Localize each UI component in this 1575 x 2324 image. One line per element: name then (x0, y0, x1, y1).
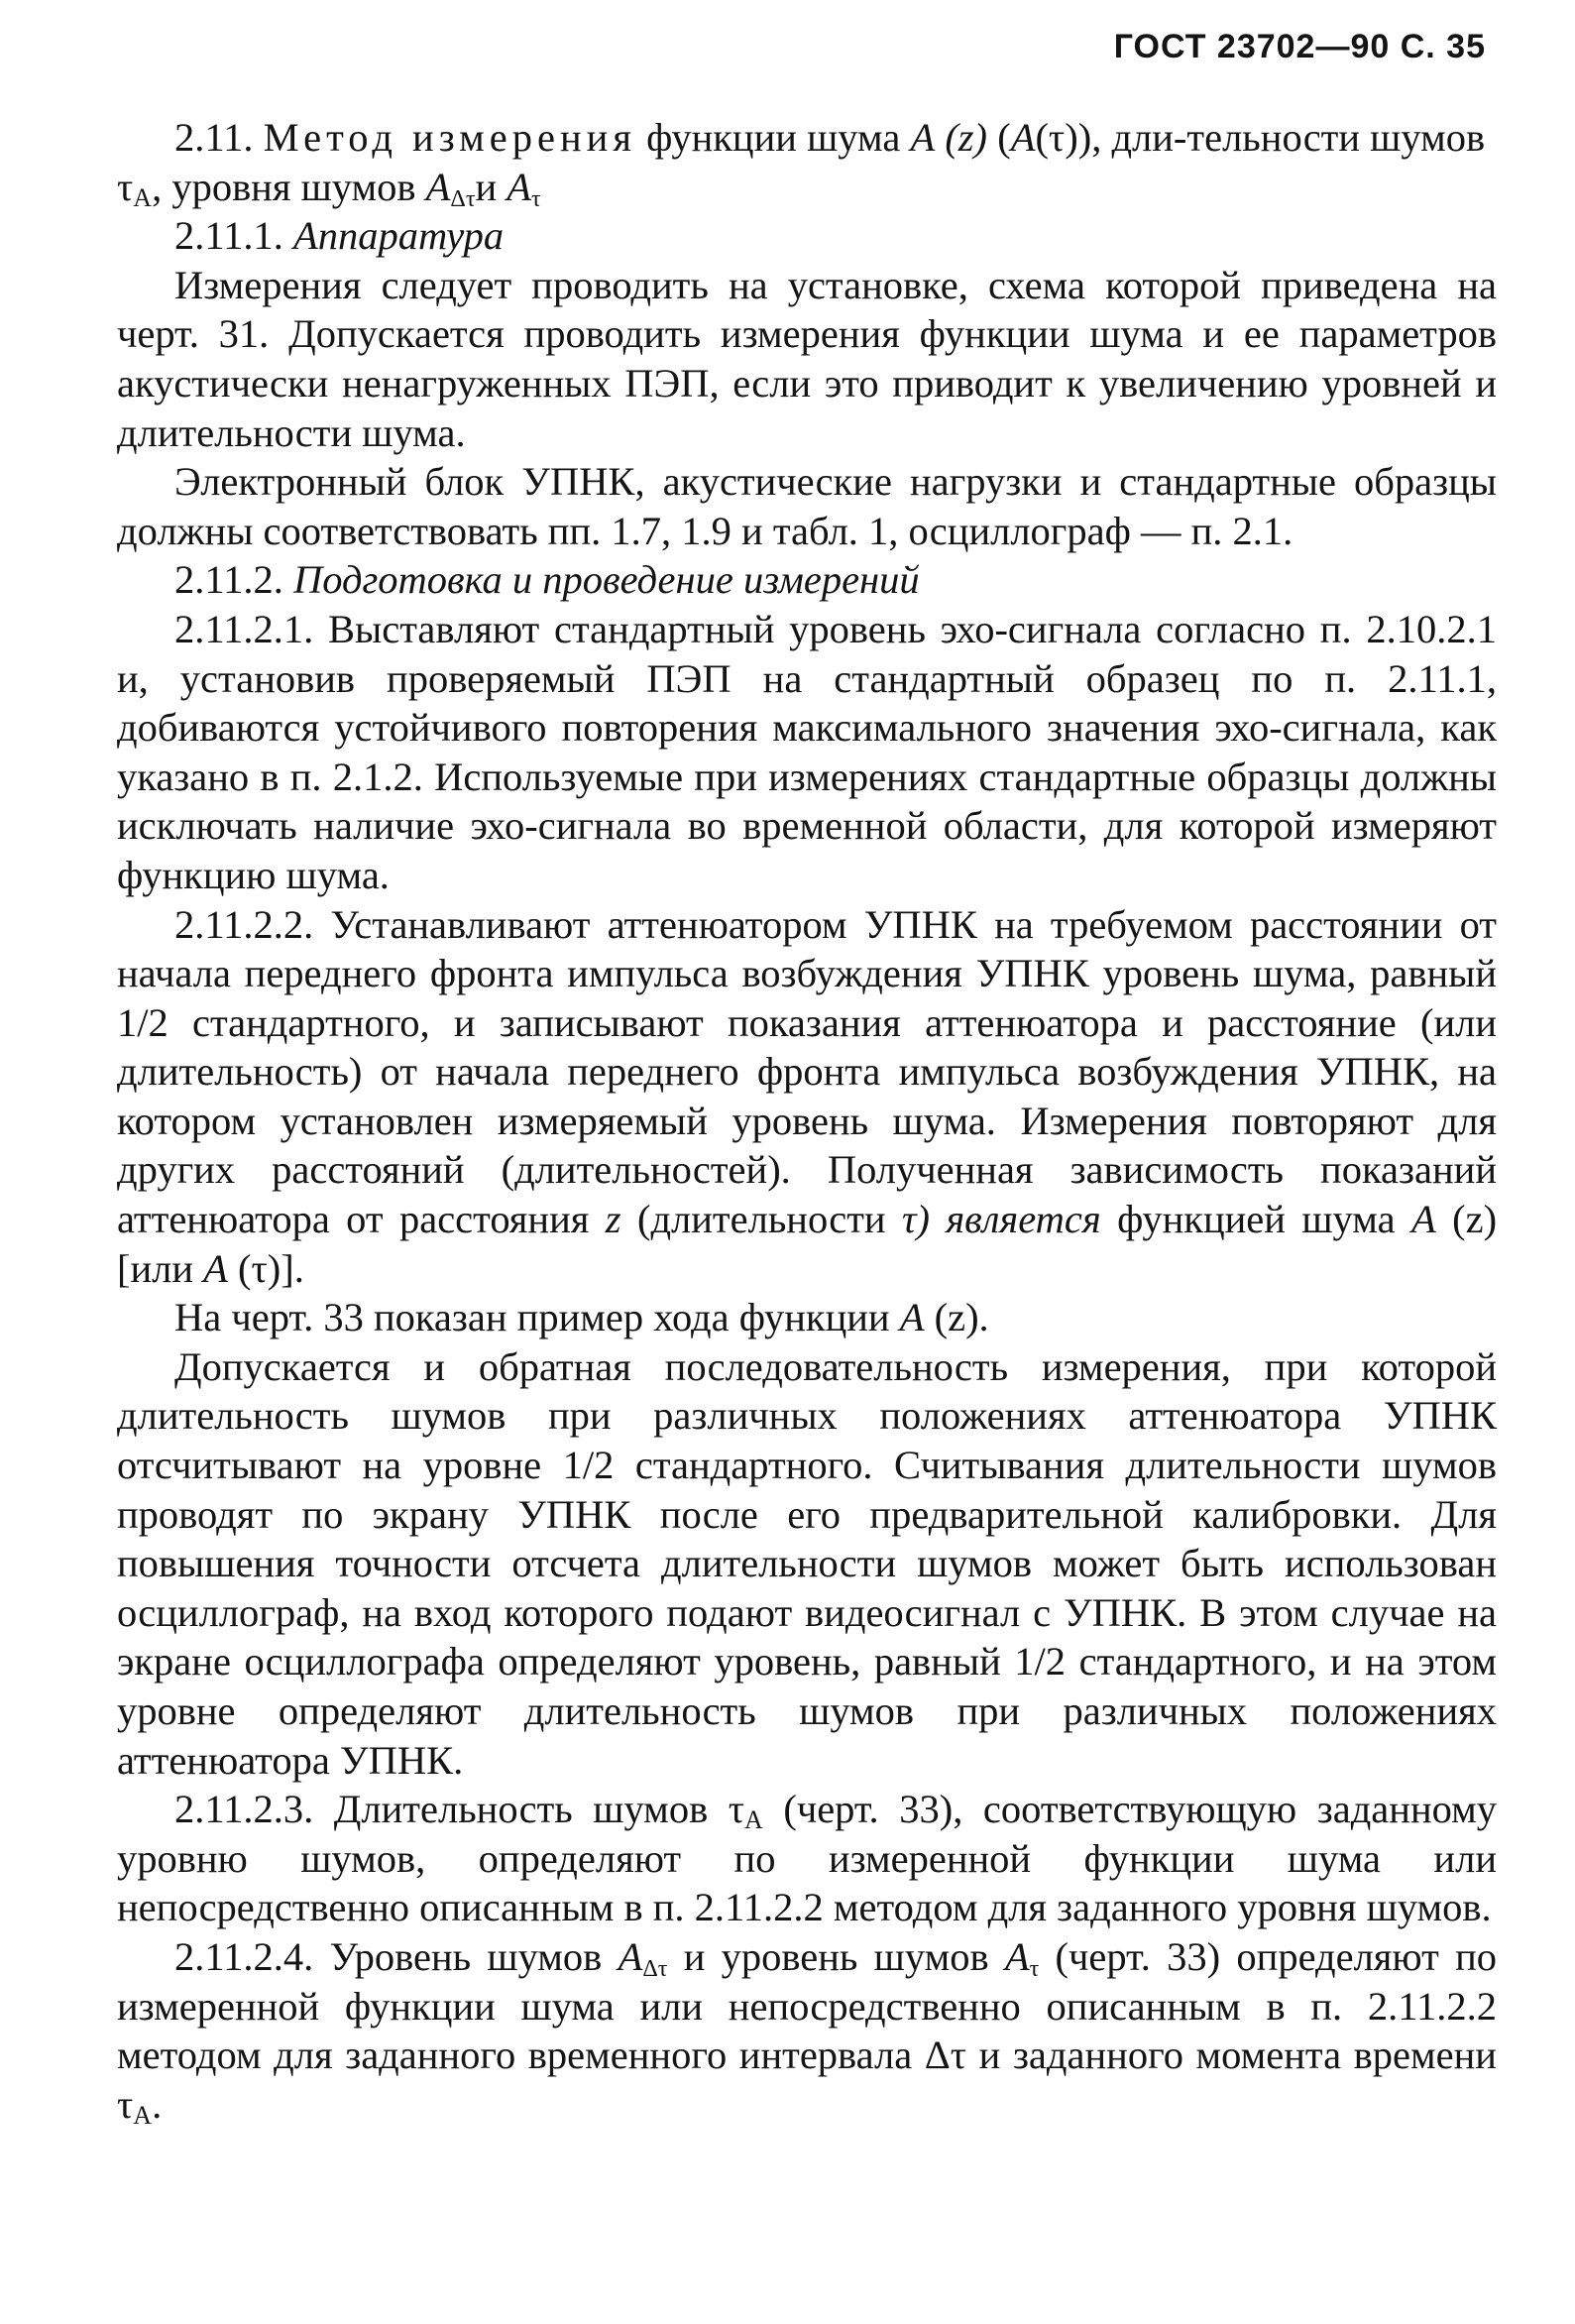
paragraph-text: является (946, 1197, 1101, 1242)
math-A: A (1010, 115, 1036, 160)
section-2-11-1-heading (117, 211, 1497, 261)
subscript: A (744, 1805, 763, 1835)
subscript: Δτ (642, 1955, 668, 1982)
paragraph-text: (черт. 33) определяют по измеренной функции шума или непосредственно описанным в п. 2.11.2.2 методом для заданного временного интервала Δτ и заданного момента времени τ (117, 1933, 1498, 2127)
subscript: τ (1029, 1955, 1040, 1982)
section-title: Аппаратура (293, 213, 505, 259)
document-body (117, 113, 1497, 2129)
paragraph-text: (черт. 33), соответствующую заданному уровню шумов, определяют по измеренной функции шума или непосредственно описанным в п. 2.11.2.2 методом для заданного уровня шумов. (117, 1787, 1497, 1930)
paragraph-reverse-sequence: Допускается и обратная последовательность измерения, при которой длительность шумов при различных положениях аттенюатора УПНК отсчитывают на уровне 1/2 стандартного. Считывания длительности шумов проводят по экрану УПНК после его предварительной калибровки. Для повышения точности отсчета длительности шумов может быть использован осциллограф, на вход которого подают видеосигнал с УПНК. В этом случае на экране осциллографа определяют уровень, равный 1/2 стандартного, и на этом уровне определяют длительность шумов при различных положениях аттенюатора УПНК. (117, 1343, 1497, 1783)
section-number: 2.11.2. (174, 557, 283, 603)
subscript: τ (531, 185, 541, 212)
paragraph-chert-33 (117, 1293, 1497, 1342)
math-arg: (z). (934, 1295, 989, 1340)
math-A: A (1004, 1933, 1030, 1979)
paragraph-2-11-2-2 (117, 900, 1497, 1294)
math-arg-z: (z) (945, 115, 988, 160)
math-A: A (425, 164, 451, 209)
math-arg-tau: (τ) (1035, 115, 1078, 160)
section-title-tail: , дли-тельности шумов τ (117, 115, 1486, 209)
subscript: A (133, 2100, 153, 2130)
math-A: A (899, 1295, 925, 1340)
section-number: 2.11.1. (174, 213, 283, 259)
conjunction: и (475, 164, 498, 209)
section-title-tail: , уровня шумов (152, 164, 416, 209)
paragraph-2-11-2-4 (117, 1932, 1497, 2129)
paragraph-text: На черт. 33 показан пример хода функции (174, 1295, 890, 1340)
math-arg: (z) (1452, 1197, 1498, 1242)
math-A: A (910, 115, 936, 160)
section-title: функции шума (646, 115, 901, 160)
page-header: ГОСТ 23702—90 С. 35 (1113, 28, 1486, 65)
paragraph: Электронный блок УПНК, акустические нагрузки и стандартные образцы должны соответствовать пп. 1.7, 1.9 и табл. 1, осциллограф — п. 2.1. (117, 459, 1497, 553)
paragraph: Измерения следует проводить на установке, схема которой приведена на черт. 31. Допускается проводить измерения функции шума и ее параметров акустически ненагруженных ПЭП, если это приводит к увеличению уровней и длительности шума. (117, 262, 1497, 455)
section-number: 2.11. (174, 115, 254, 160)
paren: ) (1077, 115, 1092, 160)
math-A: A (506, 164, 532, 209)
paragraph-text: (длительности (636, 1197, 886, 1242)
paragraph-text: [или (117, 1245, 194, 1291)
paragraph-text: . (152, 2081, 163, 2127)
paragraph-text: 2.11.2.4. Уровень шумов (174, 1933, 603, 1979)
math-arg: (τ)]. (238, 1245, 304, 1291)
math-z: z (605, 1197, 621, 1242)
paragraph-text: 2.11.2.3. Длительность шумов τ (174, 1787, 745, 1832)
math-A: A (618, 1933, 643, 1979)
subscript: Δτ (450, 185, 476, 212)
paragraph-2-11-2-3 (117, 1785, 1497, 1932)
section-title-spaced: Метод измерения (263, 115, 636, 160)
paren: ( (997, 115, 1011, 160)
math-A: A (203, 1245, 228, 1291)
paragraph-2-11-2-1: 2.11.2.1. Выставляют стандартный уровень эхо-сигнала согласно п. 2.10.2.1 и, установив проверяемый ПЭП на стандартный образец по п. 2.11.1, добиваются устойчивого повторения максимального значения эхо-сигнала, как указано в п. 2.1.2. Используемые при измерениях стандартные образцы должны исключать наличие эхо-сигнала во временной области, для которой измеряют функцию шума. (117, 606, 1497, 897)
section-2-11-heading (117, 113, 1497, 211)
section-2-11-2-heading (117, 555, 1497, 605)
paragraph-text: 2.11.2.2. Устанавливают аттенюатором УПНК на требуемом расстоянии от начала переднего фронта импульса возбуждения УПНК уровень шума, равный 1/2 стандартного, и записывают показания аттенюатора и расстояние (или длительность) от начала переднего фронта импульса возбуждения УПНК, на котором установлен измеряемый уровень шума. Измерения повторяют для других расстояний (длительностей). Полученная зависимость показаний аттенюатора от расстояния (117, 901, 1497, 1242)
paragraph-text: и уровень шумов (683, 1933, 989, 1979)
subscript: A (133, 182, 153, 212)
math-A: A (1410, 1197, 1436, 1242)
math-tau: τ) (901, 1197, 930, 1242)
paragraph-text: функцией шума (1117, 1197, 1396, 1242)
section-title: Подготовка и проведение измерений (293, 557, 920, 603)
